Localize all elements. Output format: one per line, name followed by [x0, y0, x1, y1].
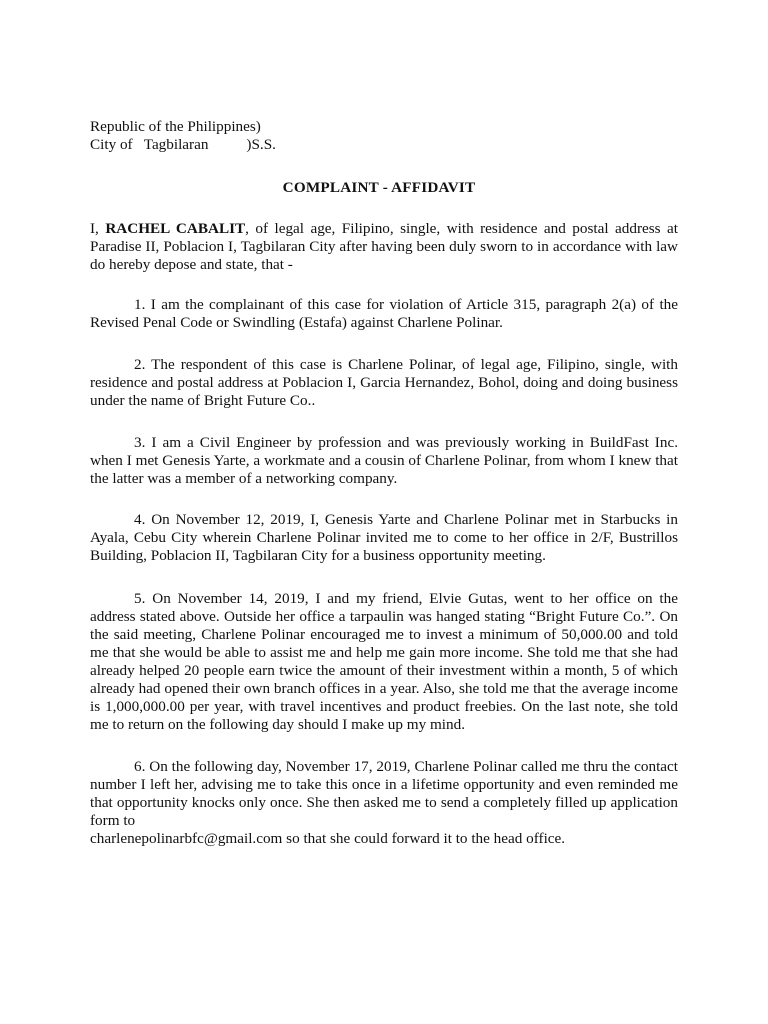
affidavit-page — [90, 118, 678, 848]
document-title: COMPLAINT - AFFIDAVIT — [282, 179, 476, 196]
paragraph-1: 1. I am the complainant of this case for violation of Article 315, paragraph 2(a) of the Revised Penal Code or Swindling (Estafa) against Charlene Polinar. — [90, 296, 678, 331]
venue-block — [90, 118, 678, 154]
paragraph-6 — [90, 758, 678, 848]
paragraph-2: 2. The respondent of this case is Charlene Polinar, of legal age, Filipino, single, with residence and postal address at Poblacion I, Garcia Hernandez, Bohol, doing and doing business under the name of Bright Future Co.. — [90, 356, 678, 409]
intro-text: , of legal age, Filipino, single, with residence and postal address at Paradise II, Poblacion I, Tagbilaran City after having been duly sworn to in accordance with law do hereby depose and state, that - — [90, 220, 679, 273]
intro-prefix: I, — [90, 220, 106, 237]
paragraph-3: 3. I am a Civil Engineer by profession and was previously working in BuildFast Inc. when I met Genesis Yarte, a workmate and a cousin of Charlene Polinar, from whom I knew that the latter was a member of a networking company. — [90, 434, 678, 487]
intro-paragraph — [90, 220, 678, 274]
paragraph-6-email-line: charlenepolinarbfc@gmail.com so that she could forward it to the head office. — [90, 830, 566, 847]
venue-city: City of Tagbilaran )S.S. — [90, 136, 276, 153]
paragraph-4: 4. On November 12, 2019, I, Genesis Yarte and Charlene Polinar met in Starbucks in Ayala, Cebu City wherein Charlene Polinar invited me to come to her office in 2/F, Bustrillos Building, Poblacion II, Tagbilaran City for a business opportunity meeting. — [90, 511, 678, 564]
paragraph-6-text: 6. On the following day, November 17, 2019, Charlene Polinar called me thru the contact number I left her, advising me to take this once in a lifetime opportunity and even reminded me that opportunity knocks only once. She then asked me to send a completely filled up application form to — [90, 758, 678, 829]
affiant-name: RACHEL CABALIT — [105, 220, 246, 237]
venue-republic: Republic of the Philippines) — [90, 118, 261, 135]
paragraph-5: 5. On November 14, 2019, I and my friend, Elvie Gutas, went to her office on the address stated above. Outside her office a tarpaulin was hanged stating “Bright Future Co.”. On the said meeting, Charlene Polinar encouraged me to invest a minimum of 50,000.00 and told me that she would be able to assist me and help me gain more income. She told me that she had already helped 20 people earn twice the amount of their investment within a month, 5 of which already had opened their own branch offices in a year. Also, she told me that the average income is 1,000,000.00 per year, with travel incentives and product freebies. On the last note, she told me to return on the following day should I make up my mind. — [90, 590, 678, 733]
